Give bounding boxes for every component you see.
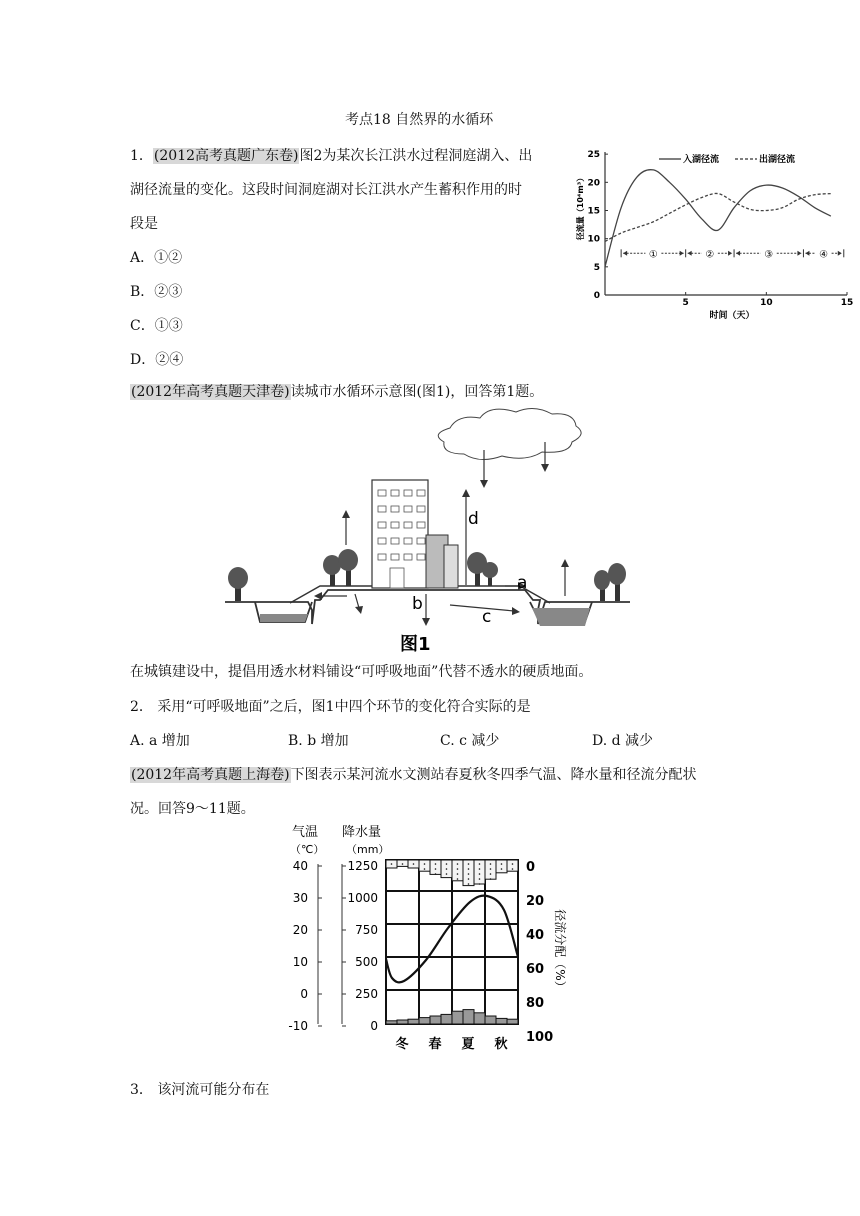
legend-out-label: 出湖径流 (759, 155, 796, 165)
q2-option-d[interactable]: D. d 减少 (592, 733, 654, 749)
precip-bar (397, 1020, 408, 1024)
season-label: 冬 (395, 1037, 409, 1052)
x-tick-label: 10 (760, 298, 773, 308)
shanghai-intro-line1 (130, 765, 697, 785)
series-in-line (605, 170, 831, 267)
q2-option-b[interactable]: B. b 增加 (288, 733, 349, 749)
diagram-caption: 图1 (400, 634, 431, 655)
temp-tick-label: 30 (292, 891, 308, 905)
runoff-axis-label: 径流分配（%） (553, 909, 567, 993)
runoff-bar (430, 860, 441, 874)
precip-bar (452, 1011, 463, 1024)
y-tick-label: 10 (587, 234, 600, 245)
urban-water-cycle-diagram (220, 400, 640, 655)
runoff-tick-label: 40 (526, 928, 545, 943)
precip-unit: （mm） (346, 843, 390, 856)
runoff-tick-label: 60 (526, 962, 545, 977)
q2-option-c[interactable]: C. c 减少 (440, 733, 500, 749)
runoff-tick-label: 100 (526, 1030, 554, 1045)
shanghai-text: 下图表示某河流水文测站春夏秋冬四季气温、降水量和径流分配状 (290, 767, 697, 783)
left-water (260, 614, 308, 622)
legend-in-label: 入湖径流 (683, 155, 720, 165)
precip-bar (408, 1019, 419, 1024)
precip-tick-label: 250 (355, 987, 378, 1001)
y-tick-label: 5 (593, 262, 600, 273)
q1-option-a[interactable]: A．①② (130, 250, 183, 266)
q1-text1: 图2为某次长江洪水过程洞庭湖入、出 (299, 148, 533, 164)
q1-number: 1． (130, 148, 153, 164)
period-label: ① (648, 249, 658, 261)
precip-label: 降水量 (342, 825, 382, 840)
precip-bar (496, 1018, 507, 1024)
q2-stem: 2． 采用“可呼吸地面”之后，图1中四个环节的变化符合实际的是 (130, 699, 531, 715)
precip-bar (441, 1014, 452, 1024)
period-label: ④ (819, 249, 829, 261)
temp-unit: （℃） (290, 843, 325, 856)
period-label: ② (705, 249, 715, 261)
season-label: 春 (428, 1037, 442, 1052)
series-out-line (605, 193, 831, 241)
y-tick-label: 25 (587, 150, 600, 161)
label-d: d (468, 509, 479, 529)
tianjin-intro (130, 382, 543, 402)
temp-tick-label: -10 (288, 1019, 308, 1033)
x-tick-label: 15 (840, 298, 854, 308)
q1-option-c[interactable]: C．①③ (130, 318, 183, 334)
period-label: ③ (764, 249, 774, 261)
tianjin-source: (2012年高考真题天津卷) (131, 384, 290, 400)
q1-option-d[interactable]: D．②④ (130, 352, 184, 368)
runoff-bar (452, 860, 463, 881)
precip-bar (485, 1016, 496, 1024)
precip-bar (386, 1021, 397, 1024)
runoff-x-label: 时间（天） (709, 311, 755, 321)
y-tick-label: 15 (587, 206, 600, 217)
runoff-y-label: 径流量（10⁴m³） (576, 173, 585, 241)
tree-icon (594, 563, 626, 601)
runoff-tick-label: 80 (526, 996, 545, 1011)
y-tick-label: 20 (587, 178, 600, 189)
shanghai-source: (2012年高考真题上海卷) (131, 767, 290, 783)
runoff-bar (496, 860, 507, 873)
precip-tick-label: 1250 (347, 859, 378, 873)
q1-option-b[interactable]: B．②③ (130, 284, 183, 300)
building-icon (444, 545, 458, 588)
x-tick-label: 5 (682, 298, 689, 308)
q2-option-a[interactable]: A. a 增加 (130, 733, 190, 749)
precip-bar (430, 1016, 441, 1024)
shanghai-intro-line2: 况。回答9～11题。 (130, 801, 255, 817)
tianjin-text: 读城市水循环示意图(图1)，回答第1题。 (290, 384, 544, 400)
label-a: a (517, 573, 528, 593)
precip-tick-label: 500 (355, 955, 378, 969)
runoff-tick-label: 0 (526, 860, 536, 875)
q1-line2: 湖径流量的变化。这段时间洞庭湖对长江洪水产生蓄积作用的时 (130, 182, 522, 198)
tree-icon (323, 549, 358, 586)
precip-tick-label: 0 (370, 1019, 378, 1033)
tianjin-note: 在城镇建设中，提倡用透水材料铺设“可呼吸地面”代替不透水的硬质地面。 (130, 664, 593, 680)
temp-tick-label: 0 (300, 987, 308, 1001)
precip-tick-label: 1000 (347, 891, 378, 905)
q1-line3: 段是 (130, 216, 158, 232)
right-water (532, 608, 590, 626)
temp-tick-label: 10 (292, 955, 308, 969)
tree-icon (228, 567, 248, 601)
tree-icon (467, 552, 498, 586)
season-label: 秋 (494, 1037, 508, 1052)
cloud-icon (438, 408, 581, 459)
label-b: b (412, 594, 423, 614)
temp-tick-label: 20 (292, 923, 308, 937)
q1-source: (2012高考真题广东卷) (153, 148, 299, 164)
precip-bar (507, 1019, 518, 1024)
climate-runoff-chart (280, 820, 570, 1055)
precip-bar (463, 1010, 474, 1024)
q1-line1 (130, 146, 532, 166)
season-label: 夏 (461, 1037, 475, 1052)
q3-stem: 3． 该河流可能分布在 (130, 1082, 270, 1098)
precip-tick-label: 750 (355, 923, 378, 937)
precip-bar (419, 1018, 430, 1024)
precip-bar (474, 1013, 485, 1024)
label-c: c (482, 607, 492, 627)
runoff-tick-label: 20 (526, 894, 545, 909)
page-title: 考点18 自然界的水循环 (345, 112, 494, 128)
temp-tick-label: 40 (292, 859, 308, 873)
y-tick-label: 0 (593, 291, 600, 301)
temp-label: 气温 (292, 825, 319, 840)
runoff-chart (575, 142, 855, 327)
